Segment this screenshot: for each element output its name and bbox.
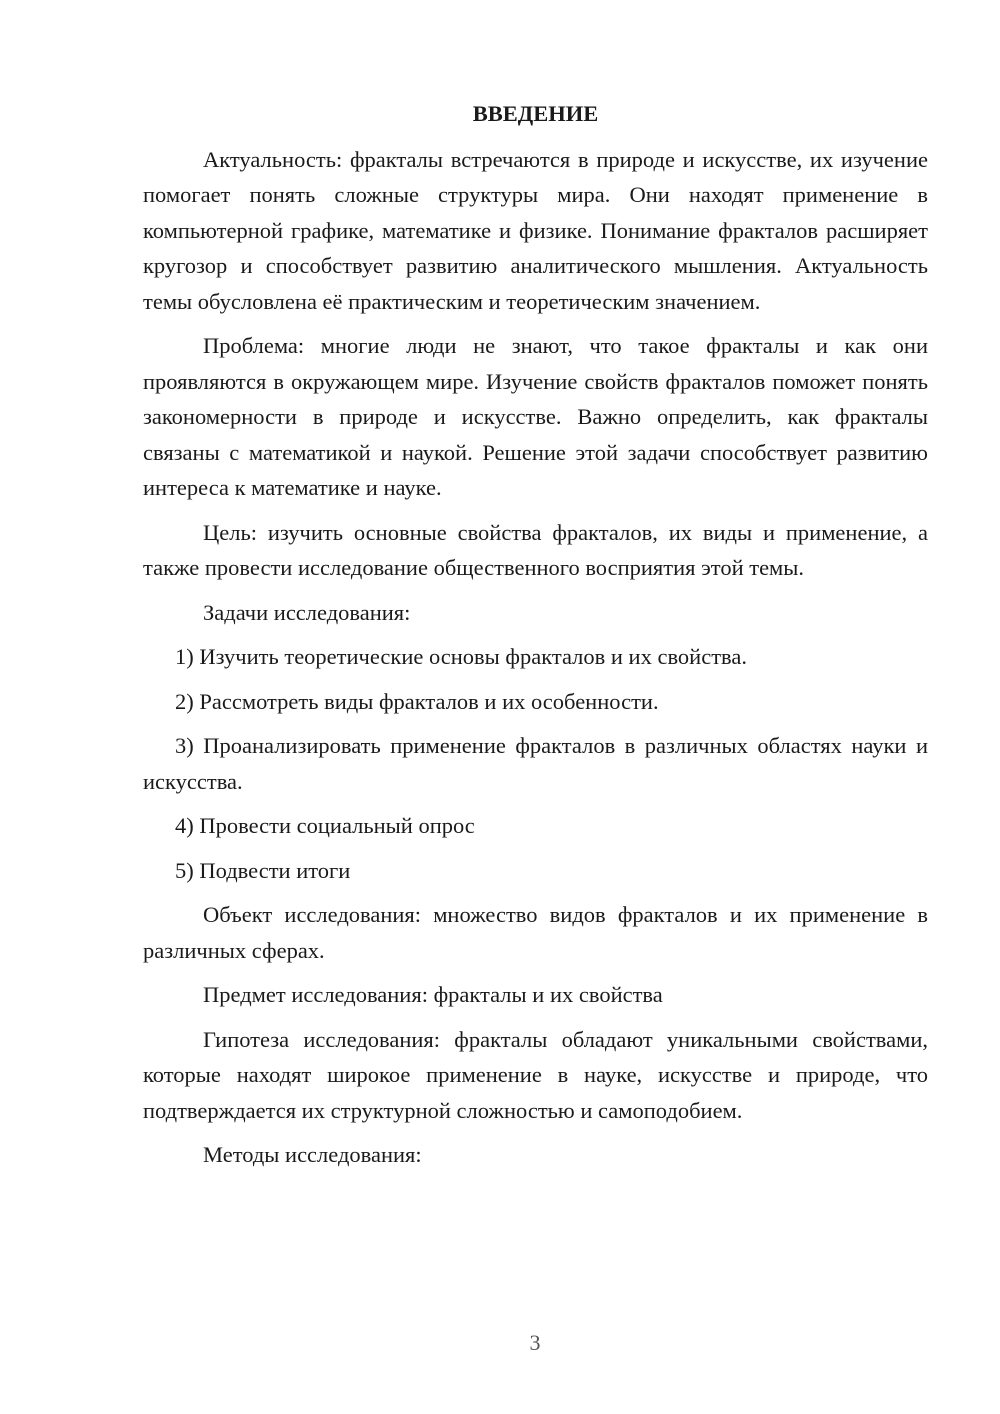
- paragraph-tasks-heading: Задачи исследования:: [203, 599, 411, 625]
- paragraph-goal: Цель: изучить основные свойства фракталов, их виды и применение, а также провести исследование общественного восприятия этой темы.: [143, 519, 928, 580]
- page-number: 3: [529, 1330, 541, 1355]
- paragraph-problem: Проблема: многие люди не знают, что такое фракталы и как они проявляются в окружающем мире. Изучение свойств фракталов поможет понять закономерности в природе и искусстве. Важно определить, как фракталы связаны с математикой и наукой. Решение этой задачи способствует развитию интереса к математике и науке.: [143, 333, 928, 500]
- paragraph-object: Объект исследования: множество видов фракталов и их применение в различных сферах.: [143, 902, 928, 963]
- page-title: ВВЕДЕНИЕ: [472, 101, 599, 126]
- paragraph-subject: Предмет исследования: фракталы и их свойства: [203, 982, 663, 1007]
- task-item-4: 4) Провести социальный опрос: [175, 813, 475, 838]
- task-item-3: 3) Проанализировать применение фракталов в различных областях науки и искусства.: [143, 733, 928, 794]
- document-page: [143, 96, 928, 1182]
- paragraph-relevance: Актуальность: фракталы встречаются в природе и искусстве, их изучение помогает понять сложные структуры мира. Они находят применение в компьютерной графике, математике и физике. Понимание фракталов расширяет кругозор и способствует развитию аналитического мышления. Актуальность темы обусловлена её практическим и теоретическим значением.: [143, 146, 928, 314]
- paragraph-hypothesis: Гипотеза исследования: фракталы обладают уникальными свойствами, которые находят широкое применение в науке, искусстве и природе, что подтверждается их структурной сложностью и самоподобием.: [143, 1026, 928, 1123]
- paragraph-methods: Методы исследования:: [203, 1142, 422, 1167]
- task-item-5: 5) Подвести итоги: [175, 857, 351, 883]
- task-item-1: 1) Изучить теоретические основы фракталов и их свойства.: [175, 644, 747, 669]
- task-item-2: 2) Рассмотреть виды фракталов и их особенности.: [175, 688, 659, 714]
